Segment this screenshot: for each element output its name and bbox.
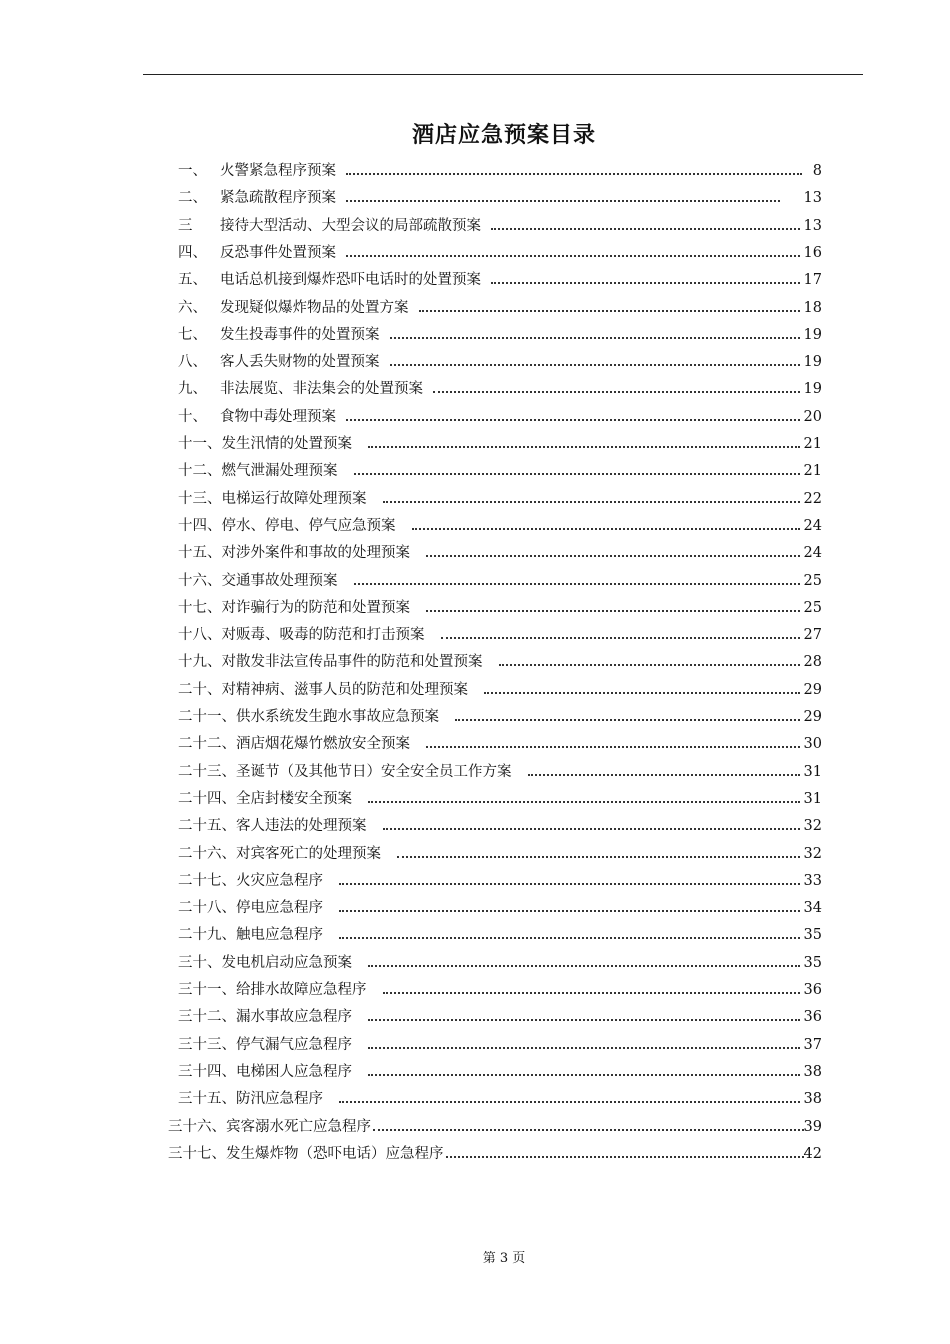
toc-leader-dots	[455, 719, 800, 721]
toc-label: 交通事故处理预案	[221, 572, 338, 589]
toc-entry[interactable]	[178, 568, 822, 594]
toc-number: 十九、	[178, 654, 222, 671]
toc-page-number: 31	[803, 790, 822, 807]
toc-entry[interactable]	[178, 759, 822, 785]
toc-leader-dots	[383, 501, 800, 503]
toc-label: 发电机启动应急预案	[221, 954, 352, 971]
toc-number: 二十三、	[178, 763, 236, 780]
toc-leader-dots	[383, 828, 800, 830]
toc-label: 发生爆炸物（恐吓电话）应急程序	[226, 1145, 444, 1162]
toc-leader-dots	[426, 555, 800, 557]
toc-leader-dots	[368, 1074, 800, 1076]
toc-page-number: 19	[803, 326, 822, 343]
toc-page-number: 25	[803, 572, 822, 589]
toc-number: 三十五、	[178, 1091, 236, 1108]
toc-page-number: 35	[803, 954, 822, 971]
toc-page-number: 19	[803, 354, 822, 371]
toc-number: 二十七、	[178, 872, 236, 889]
toc-label: 火灾应急程序	[236, 872, 323, 889]
toc-label: 非法展览、非法集会的处置预案	[220, 381, 423, 398]
toc-page-number: 27	[803, 627, 822, 644]
toc-leader-dots	[383, 992, 800, 994]
toc-page-number: 29	[803, 709, 822, 725]
toc-page-number: 19	[803, 381, 822, 398]
toc-page-number: 38	[803, 1091, 822, 1108]
toc-number: 三十二、	[178, 1009, 236, 1026]
toc-entry[interactable]	[178, 977, 822, 1003]
toc-entry[interactable]	[178, 1059, 822, 1085]
toc-entry[interactable]	[178, 704, 822, 730]
toc-leader-dots	[339, 937, 800, 939]
toc-label: 全店封楼安全预案	[236, 790, 352, 807]
toc-entry[interactable]	[178, 895, 822, 921]
toc-leader-dots	[346, 255, 800, 257]
toc-page-number: 24	[803, 517, 822, 534]
toc-number: 三十一、	[178, 982, 236, 998]
toc-entry[interactable]	[178, 185, 822, 211]
toc-number: 三十七、	[168, 1145, 226, 1162]
toc-leader-dots	[339, 883, 800, 885]
toc-label: 客人违法的处理预案	[236, 818, 367, 835]
toc-leader-dots	[441, 637, 800, 639]
toc-entry[interactable]	[178, 240, 822, 266]
toc-entry[interactable]	[178, 431, 822, 457]
toc-number: 十六、	[178, 572, 222, 589]
toc-leader-dots	[368, 965, 800, 967]
toc-entry[interactable]	[178, 677, 822, 703]
toc-leader-dots	[528, 774, 800, 776]
toc-number: 二十四、	[178, 790, 236, 807]
toc-entry[interactable]	[178, 349, 822, 375]
toc-leader-dots	[499, 664, 800, 666]
toc-entry[interactable]	[178, 595, 822, 621]
toc-entry[interactable]	[178, 295, 822, 321]
header-rule	[143, 74, 863, 75]
toc-entry[interactable]	[178, 213, 822, 239]
toc-label: 对精神病、滋事人员的防范和处理预案	[221, 681, 468, 698]
toc-leader-dots	[346, 173, 802, 175]
toc-label: 停水、停电、停气应急预案	[221, 517, 396, 534]
toc-leader-dots	[368, 1019, 800, 1021]
toc-page-number: 35	[803, 927, 822, 944]
toc-number: 二、	[178, 190, 207, 207]
toc-leader-dots	[390, 364, 800, 366]
toc-number: 十八、	[178, 627, 222, 644]
toc-page-number: 21	[803, 463, 822, 480]
toc-page-number: 8	[812, 163, 822, 179]
toc-entry[interactable]	[178, 813, 822, 839]
toc-entry[interactable]	[178, 649, 822, 675]
toc-entry[interactable]	[178, 922, 822, 948]
toc-leader-dots	[433, 391, 800, 393]
toc-page-number: 36	[803, 982, 822, 998]
toc-entry[interactable]	[178, 731, 822, 757]
toc-entry[interactable]	[178, 404, 822, 430]
toc-number: 三十三、	[178, 1036, 236, 1053]
toc-label: 对诈骗行为的防范和处置预案	[221, 599, 410, 616]
toc-label: 发现疑似爆炸物品的处置方案	[220, 299, 409, 316]
toc-entry[interactable]	[178, 158, 822, 184]
toc-page-number: 38	[803, 1063, 822, 1080]
toc-page-number: 33	[803, 872, 822, 889]
toc-page-number: 30	[803, 736, 822, 753]
toc-label: 酒店烟花爆竹燃放安全预案	[236, 736, 410, 753]
toc-page-number: 39	[803, 1118, 822, 1135]
toc-entry[interactable]	[178, 1004, 822, 1030]
toc-page-number: 13	[803, 190, 822, 207]
toc-page-number: 32	[803, 818, 822, 835]
page-title: 酒店应急预案目录	[411, 122, 596, 148]
toc-label: 发生投毒事件的处置预案	[220, 326, 380, 343]
toc-label: 防汛应急程序	[236, 1091, 323, 1108]
toc-number: 二十九、	[178, 927, 236, 944]
toc-number: 二十、	[178, 681, 222, 698]
toc-leader-dots	[346, 200, 780, 202]
toc-number: 九、	[178, 381, 207, 398]
toc-leader-dots	[484, 692, 800, 694]
toc-number: 八、	[178, 354, 207, 371]
toc-label: 电话总机接到爆炸恐吓电话时的处置预案	[220, 272, 481, 289]
toc-entry[interactable]	[178, 950, 822, 976]
toc-number: 四、	[178, 244, 207, 261]
toc-number: 三十六、	[168, 1118, 226, 1135]
toc-leader-dots	[412, 528, 800, 530]
toc-leader-dots	[339, 1101, 800, 1103]
toc-leader-dots	[346, 419, 800, 421]
toc-leader-dots	[373, 1129, 804, 1131]
toc-entry[interactable]	[178, 622, 822, 648]
toc-label: 给排水故障应急程序	[236, 982, 367, 998]
toc-page-number: 21	[803, 436, 822, 452]
toc-number: 六、	[178, 299, 207, 316]
toc-leader-dots	[419, 310, 800, 312]
page-footer: 第 3 页	[482, 1251, 526, 1266]
toc-entry[interactable]	[178, 267, 822, 293]
toc-label: 停气漏气应急程序	[236, 1036, 352, 1053]
toc-label: 发生汛情的处置预案	[221, 436, 352, 452]
toc-label: 对贩毒、吸毒的防范和打击预案	[221, 627, 425, 644]
toc-number: 二十二、	[178, 736, 236, 753]
toc-leader-dots	[397, 856, 800, 858]
toc-entry[interactable]	[178, 486, 822, 512]
toc-entry[interactable]	[168, 1114, 822, 1140]
toc-label: 宾客溺水死亡应急程序	[226, 1118, 371, 1135]
toc-number: 十、	[178, 408, 207, 425]
toc-leader-dots	[354, 473, 800, 475]
toc-page-number: 29	[803, 681, 822, 698]
toc-entry[interactable]	[178, 1086, 822, 1112]
toc-page-number: 34	[803, 900, 822, 917]
toc-number: 十一、	[178, 436, 222, 452]
toc-number: 七、	[178, 326, 207, 343]
toc-page-number: 32	[803, 845, 822, 862]
toc-leader-dots	[426, 610, 800, 612]
toc-number: 五、	[178, 272, 207, 289]
toc-entry[interactable]	[178, 868, 822, 894]
toc-number: 二十一、	[178, 709, 236, 725]
toc-label: 停电应急程序	[236, 900, 323, 917]
toc-leader-dots	[354, 583, 800, 585]
toc-number: 十二、	[178, 463, 222, 480]
toc-entry[interactable]	[178, 376, 822, 402]
toc-number: 十七、	[178, 599, 222, 616]
toc-entry[interactable]	[178, 513, 822, 539]
toc-entry[interactable]	[178, 540, 822, 566]
toc-page-number: 16	[803, 244, 822, 261]
toc-label: 触电应急程序	[236, 927, 323, 944]
toc-number: 二十五、	[178, 818, 236, 835]
toc-label: 反恐事件处置预案	[220, 244, 336, 261]
toc-number: 二十八、	[178, 900, 236, 917]
toc-page-number: 25	[803, 599, 822, 616]
toc-leader-dots	[426, 746, 800, 748]
toc-leader-dots	[446, 1156, 804, 1158]
toc-page-number: 37	[803, 1036, 822, 1053]
toc-page-number: 18	[803, 299, 822, 316]
toc-page-number: 28	[803, 654, 822, 671]
toc-label: 圣诞节（及其他节日）安全安全员工作方案	[236, 763, 512, 780]
toc-label: 电梯运行故障处理预案	[221, 490, 367, 507]
toc-page-number: 20	[803, 408, 822, 425]
toc-label: 客人丢失财物的处置预案	[220, 354, 380, 371]
toc-label: 电梯困人应急程序	[236, 1063, 352, 1080]
toc-label: 对涉外案件和事故的处理预案	[221, 545, 410, 562]
toc-number: 十三、	[178, 490, 222, 507]
toc-label: 对宾客死亡的处理预案	[236, 845, 381, 862]
toc-page-number: 36	[803, 1009, 822, 1026]
toc-leader-dots	[368, 1047, 800, 1049]
toc-page-number: 42	[803, 1145, 822, 1162]
toc-entry[interactable]	[178, 458, 822, 484]
toc-page-number: 22	[803, 490, 822, 507]
toc-entry[interactable]	[168, 1141, 822, 1167]
toc-number: 三	[178, 217, 193, 234]
toc-number: 二十六、	[178, 845, 236, 862]
toc-page-number: 13	[803, 217, 822, 234]
toc-leader-dots	[368, 801, 800, 803]
toc-label: 对散发非法宣传品事件的防范和处置预案	[221, 654, 483, 671]
toc-number: 三十、	[178, 954, 222, 971]
toc-entry[interactable]	[178, 1032, 822, 1058]
toc-leader-dots	[491, 282, 800, 284]
toc-number: 一、	[178, 163, 207, 179]
toc-number: 三十四、	[178, 1063, 236, 1080]
toc-page-number: 31	[803, 763, 822, 780]
toc-label: 接待大型活动、大型会议的局部疏散预案	[220, 217, 481, 234]
toc-label: 漏水事故应急程序	[236, 1009, 352, 1026]
toc-label: 火警紧急程序预案	[220, 163, 336, 179]
toc-page-number: 17	[803, 272, 822, 289]
toc-leader-dots	[491, 228, 800, 230]
toc-label: 食物中毒处理预案	[220, 408, 336, 425]
toc-entry[interactable]	[178, 841, 822, 867]
toc-leader-dots	[368, 446, 800, 448]
toc-leader-dots	[390, 337, 800, 339]
toc-label: 供水系统发生跑水事故应急预案	[236, 709, 439, 725]
toc-leader-dots	[339, 910, 800, 912]
toc-entry[interactable]	[178, 786, 822, 812]
toc-page-number: 24	[803, 545, 822, 562]
toc-label: 燃气泄漏处理预案	[221, 463, 338, 480]
toc-number: 十五、	[178, 545, 222, 562]
toc-label: 紧急疏散程序预案	[220, 190, 336, 207]
toc-entry[interactable]	[178, 322, 822, 348]
toc-number: 十四、	[178, 517, 222, 534]
